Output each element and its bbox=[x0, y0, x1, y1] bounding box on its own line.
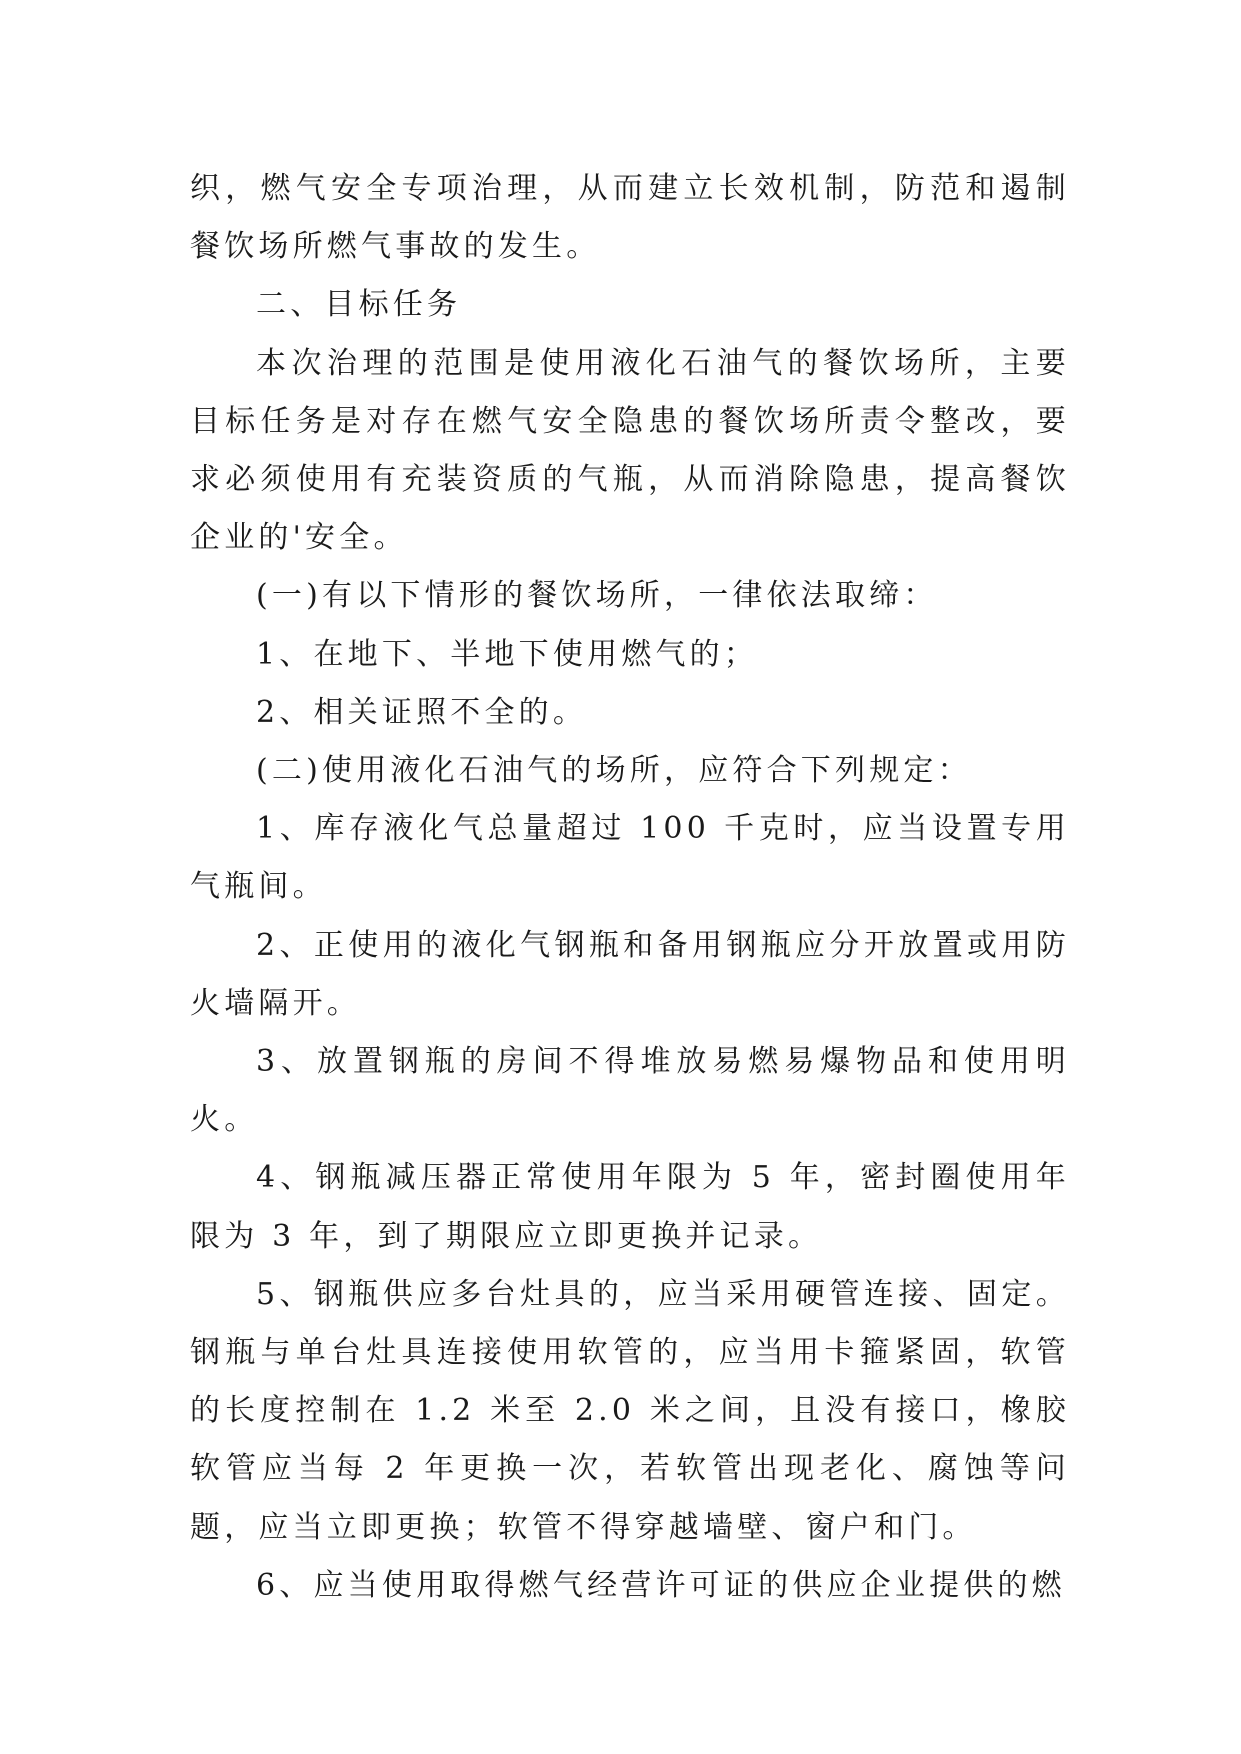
section-heading-goals: 二、目标任务 bbox=[256, 287, 462, 323]
list-item-rule-2: 2、正使用的液化气钢瓶和备用钢瓶应分开放置或用防火墙隔开。 bbox=[190, 927, 1070, 1021]
paragraph-scope: 本次治理的范围是使用液化石油气的餐饮场所，主要目标任务是对存在燃气安全隐患的餐饮场所责令整改，要求必须使用有充装资质的气瓶，从而消除隐患，提高餐饮企业的'安全。 bbox=[190, 345, 1070, 556]
list-item-rule-6: 6、应当使用取得燃气经营许可证的供应企业提供的燃 bbox=[256, 1567, 1066, 1603]
list-item-rule-3: 3、放置钢瓶的房间不得堆放易燃易爆物品和使用明火。 bbox=[190, 1044, 1070, 1138]
list-item-rule-4: 4、钢瓶减压器正常使用年限为 5 年，密封圈使用年限为 3 年，到了期限应立即更换并记录。 bbox=[190, 1160, 1070, 1254]
paragraph-intro-continuation: 织，燃气安全专项治理，从而建立长效机制，防范和遏制餐饮场所燃气事故的发生。 bbox=[190, 171, 1070, 265]
list-item-rule-5: 5、钢瓶供应多台灶具的，应当采用硬管连接、固定。钢瓶与单台灶具连接使用软管的，应当用卡箍紧固，软管的长度控制在 1.2 米至 2.0 米之间，且没有接口，橡胶软管应当每 2 年更换一次，若软管出现老化、腐蚀等问题，应当立即更换；软管不得穿越墙壁、窗户和门。 bbox=[190, 1276, 1070, 1545]
list-item-ban-1: 1、在地下、半地下使用燃气的； bbox=[256, 636, 759, 672]
document-body bbox=[190, 160, 1070, 1615]
list-item-ban-2: 2、相关证照不全的。 bbox=[256, 694, 588, 730]
list-item-rule-1: 1、库存液化气总量超过 100 千克时，应当设置专用气瓶间。 bbox=[190, 811, 1070, 905]
subsection-heading-rules: (二)使用液化石油气的场所，应符合下列规定： bbox=[256, 753, 972, 789]
subsection-heading-ban: (一)有以下情形的餐饮场所，一律依法取缔： bbox=[256, 578, 938, 614]
